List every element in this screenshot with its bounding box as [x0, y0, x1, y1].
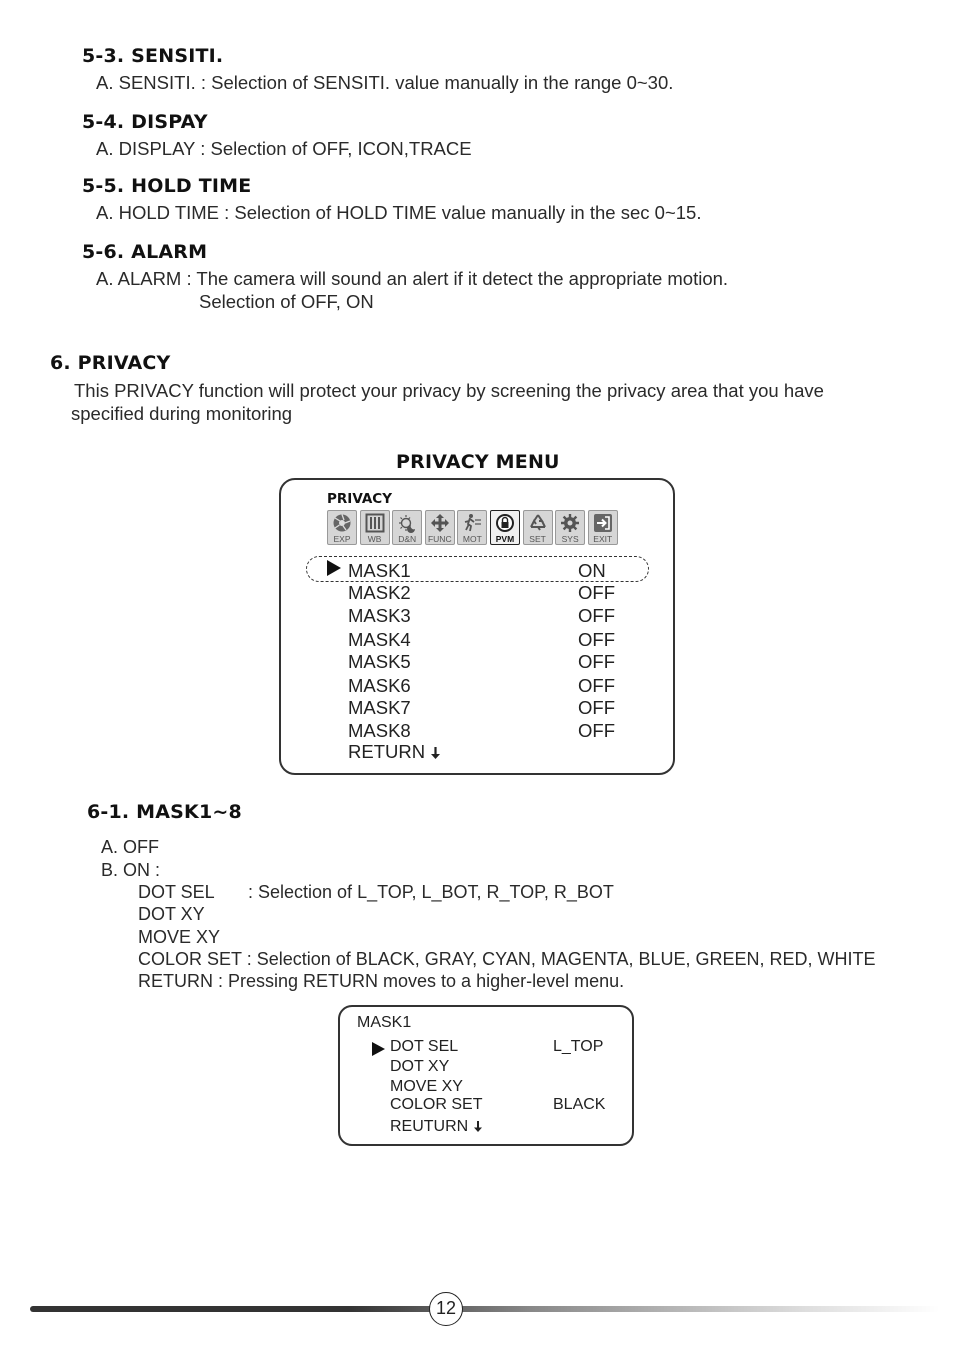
recycle-icon[interactable] [523, 510, 553, 545]
heading-5-5: 5-5. HOLD TIME [82, 175, 252, 197]
icon-label-exit: EXIT [593, 534, 613, 544]
heading-6: 6. PRIVACY [50, 352, 171, 374]
menu-item-mask1[interactable]: MASK1 [348, 560, 411, 581]
menu-value-mask8: OFF [578, 720, 615, 741]
text-5-5: A. HOLD TIME : Selection of HOLD TIME value manually in the sec 0~15. [96, 202, 702, 223]
heading-5-3: 5-3. SENSITI. [82, 45, 224, 67]
submenu-value-colorset: BLACK [553, 1096, 606, 1113]
privacy-lock-icon[interactable] [490, 510, 520, 545]
mask1-menu-osd [338, 1005, 634, 1146]
text-return: RETURN : Pressing RETURN moves to a higher-level menu. [138, 971, 625, 991]
cursor-arrow-icon [372, 1042, 385, 1056]
menu-value-mask2: OFF [578, 582, 615, 603]
text-5-6-line2: Selection of OFF, ON [199, 291, 374, 312]
icon-label-sys: SYS [561, 534, 579, 544]
icon-label-set: SET [529, 534, 546, 544]
submenu-item-dotsel[interactable]: DOT SEL [390, 1038, 459, 1055]
arrow-down-icon [430, 746, 441, 760]
heading-5-4: 5-4. DISPAY [82, 111, 208, 133]
cursor-arrow-icon [327, 560, 341, 576]
text-5-3: A. SENSITI. : Selection of SENSITI. value manually in the range 0~30. [96, 72, 674, 93]
text-5-6-line1: A. ALARM : The camera will sound an alert if it detect the appropriate motion. [96, 268, 729, 289]
menu-value-mask1: ON [578, 560, 606, 581]
gear-icon[interactable] [555, 510, 585, 545]
menu-item-mask2[interactable]: MASK2 [348, 582, 411, 603]
submenu-item-dotxy[interactable]: DOT XY [390, 1058, 450, 1075]
icon-label-mot: MOT [462, 534, 482, 544]
text-dotsel-desc: : Selection of L_TOP, L_BOT, R_TOP, R_BOT [248, 882, 614, 902]
icon-label-func: FUNC [427, 534, 452, 544]
heading-5-6: 5-6. ALARM [82, 241, 208, 263]
text-dotsel-key: DOT SEL [138, 882, 215, 902]
submenu-item-movexy[interactable]: MOVE XY [390, 1078, 463, 1095]
menu-item-mask3[interactable]: MASK3 [348, 605, 411, 626]
icon-label-exp: EXP [333, 534, 351, 544]
heading-6-1: 6-1. MASK1~8 [87, 801, 242, 823]
privacy-menu-osd [279, 478, 675, 775]
day-night-icon[interactable] [392, 510, 422, 545]
privacy-menu-caption: PRIVACY MENU [396, 451, 560, 473]
menu-value-mask6: OFF [578, 675, 615, 696]
text-6-1-a: A. OFF [101, 837, 159, 857]
footer-rule [30, 1306, 940, 1312]
white-balance-icon[interactable] [360, 510, 390, 545]
text-6-1-b: B. ON : [101, 860, 161, 880]
text-6-line1: This PRIVACY function will protect your privacy by screening the privacy area that you have [74, 380, 824, 401]
exit-icon[interactable] [588, 510, 618, 545]
menu-item-mask6[interactable]: MASK6 [348, 675, 411, 696]
menu-value-mask4: OFF [578, 629, 615, 650]
icon-label-pvm: PVM [495, 534, 515, 544]
aperture-icon[interactable] [327, 510, 357, 545]
icon-label-dn: D&N [398, 534, 417, 544]
osd-icon-row [327, 510, 620, 546]
menu-value-mask5: OFF [578, 651, 615, 672]
submenu-item-colorset[interactable]: COLOR SET [390, 1096, 483, 1113]
text-colorset: COLOR SET : Selection of BLACK, GRAY, CYAN, MAGENTA, BLUE, GREEN, RED, WHITE [138, 949, 876, 969]
text-6-line2: specified during monitoring [71, 403, 293, 424]
page-number: 12 [429, 1292, 463, 1326]
menu-item-mask8[interactable]: MASK8 [348, 720, 411, 741]
arrow-down-icon [473, 1120, 483, 1133]
icon-label-wb: WB [367, 534, 382, 544]
menu-value-mask3: OFF [578, 605, 615, 626]
function-arrows-icon[interactable] [425, 510, 455, 545]
mask1-title: MASK1 [357, 1014, 412, 1031]
text-movexy: MOVE XY [138, 927, 221, 947]
menu-item-return[interactable] [348, 741, 441, 763]
osd-title: PRIVACY [327, 491, 392, 507]
menu-item-mask4[interactable]: MASK4 [348, 629, 411, 650]
menu-item-mask7[interactable]: MASK7 [348, 697, 411, 718]
motion-runner-icon[interactable] [457, 510, 487, 545]
return-label: RETURN [348, 741, 426, 762]
text-5-4: A. DISPLAY : Selection of OFF, ICON,TRACE [96, 138, 472, 159]
reuturn-label: REUTURN [390, 1118, 469, 1135]
menu-item-mask5[interactable]: MASK5 [348, 651, 411, 672]
submenu-item-return[interactable] [390, 1118, 483, 1136]
submenu-value-dotsel: L_TOP [553, 1038, 604, 1055]
menu-value-mask7: OFF [578, 697, 615, 718]
text-dotxy: DOT XY [138, 904, 205, 924]
